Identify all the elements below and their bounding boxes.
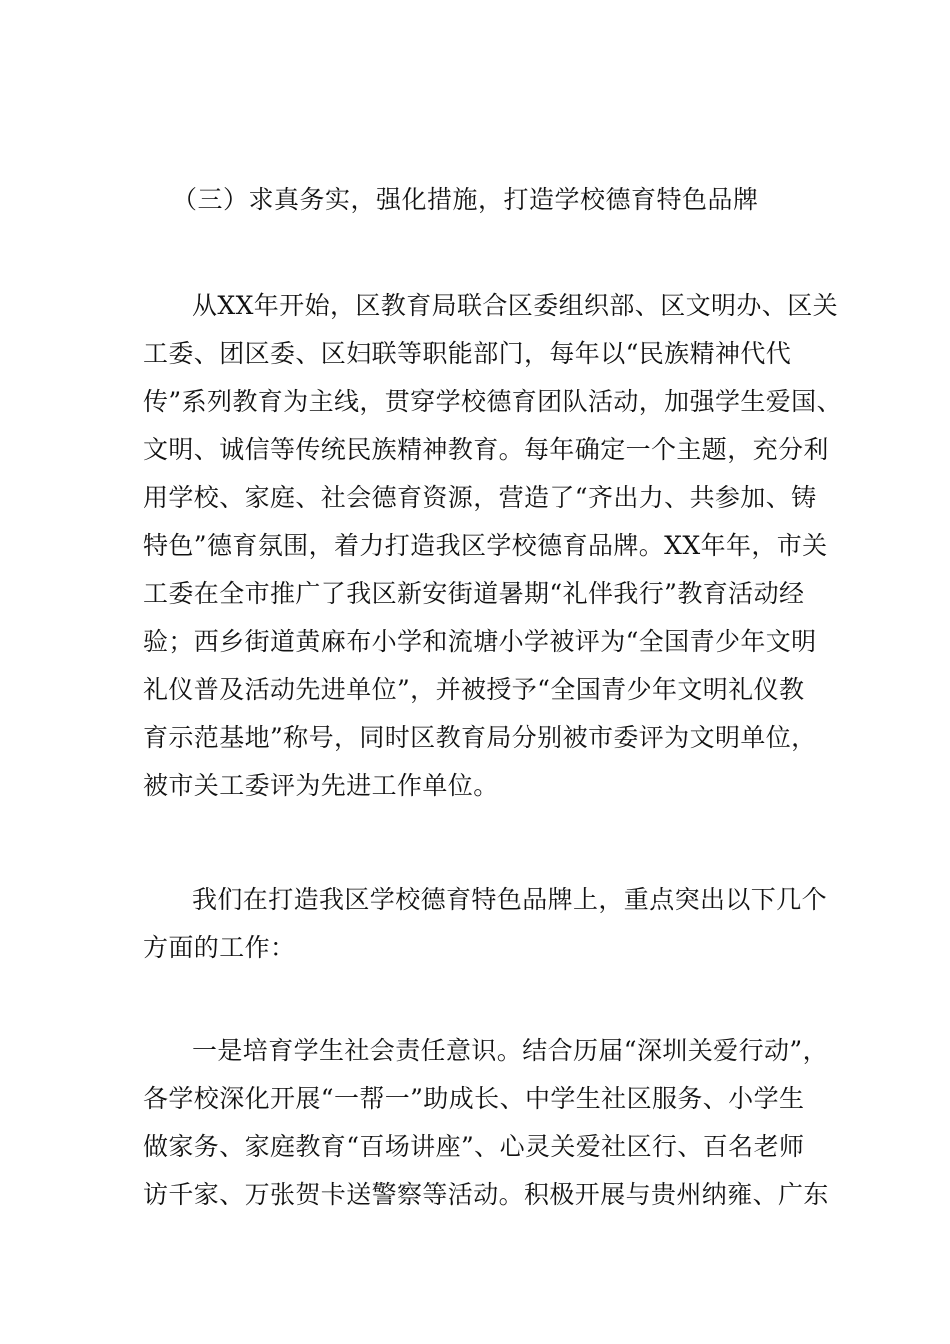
- text-line: 工委在全市推广了我区新安街道暑期“礼伴我行”教育活动经: [143, 579, 805, 608]
- paragraph-moral-education-brand: [143, 282, 842, 810]
- text-line: 验；西乡街道黄麻布小学和流塘小学被评为“全国青少年文明: [143, 627, 817, 656]
- text-line: 做家务、家庭教育“百场讲座”、心灵关爱社区行、百名老师: [143, 1132, 805, 1161]
- text-line: 各学校深化开展“一帮一”助成长、中学生社区服务、小学生: [143, 1084, 805, 1113]
- text-line: 用学校、家庭、社会德育资源，营造了“齐出力、共参加、铸: [143, 483, 817, 512]
- text-line: 特色”德育氛围，着力打造我区学校德育品牌。XX年年，市关: [143, 531, 828, 560]
- text-line: 访千家、万张贺卡送警察等活动。积极开展与贵州纳雍、广东: [143, 1180, 829, 1209]
- text-line: 我们在打造我区学校德育特色品牌上，重点突出以下几个: [192, 885, 828, 914]
- text-line: 育示范基地”称号，同时区教育局分别被市委评为文明单位，: [143, 723, 817, 752]
- text-line: 传”系列教育为主线，贯穿学校德育团队活动，加强学生爱国、: [143, 387, 842, 416]
- paragraph-social-responsibility: [143, 1027, 829, 1219]
- paragraph-focus-areas: [143, 876, 828, 972]
- text-line: 礼仪普及活动先进单位”，并被授予“全国青少年文明礼仪教: [143, 675, 805, 704]
- section-heading: （三）求真务实，强化措施，打造学校德育特色品牌: [172, 185, 759, 214]
- text-line: 工委、团区委、区妇联等职能部门，每年以“民族精神代代: [143, 339, 792, 368]
- text-line: 一是培育学生社会责任意识。结合历届“深圳关爱行动”，: [192, 1036, 828, 1065]
- text-line: 被市关工委评为先进工作单位。: [143, 771, 499, 800]
- text-line: 从XX年开始，区教育局联合区委组织部、区文明办、区关: [192, 291, 838, 320]
- text-line: 文明、诚信等传统民族精神教育。每年确定一个主题，充分利: [143, 435, 829, 464]
- text-line: 方面的工作：: [143, 933, 296, 962]
